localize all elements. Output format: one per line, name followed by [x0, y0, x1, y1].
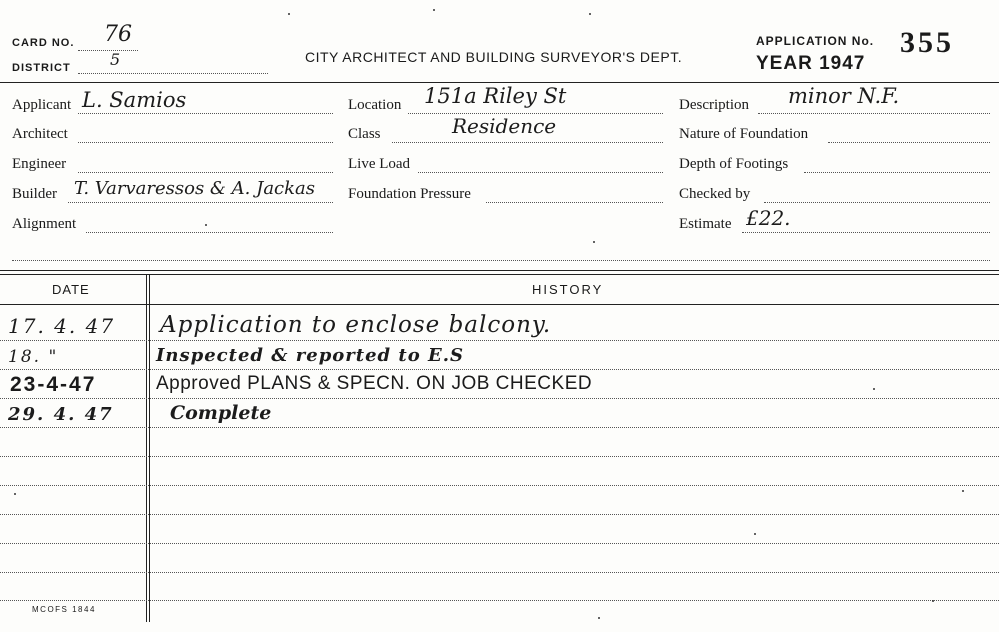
builder-line	[68, 202, 333, 203]
paper-speck	[433, 9, 435, 11]
applicant-line	[78, 113, 333, 114]
history-row-2-entry: Inspected & reported to E.S	[156, 345, 464, 366]
depth-of-footings-label: Depth of Footings	[679, 156, 789, 172]
row-line	[0, 398, 999, 399]
history-row-4-date: 29. 4. 47	[8, 404, 114, 425]
row-line	[0, 427, 999, 428]
engineer-line	[78, 172, 333, 173]
foundation-pressure-line	[486, 202, 663, 203]
paper-speck	[598, 617, 600, 619]
depth-of-footings-line	[804, 172, 990, 173]
row-line	[0, 369, 999, 370]
checked-by-label: Checked by	[679, 186, 751, 202]
history-row-1-entry: Application to enclose balcony.	[160, 312, 552, 338]
description-line	[758, 113, 990, 114]
estimate-line	[742, 232, 990, 233]
district-label: DISTRICT	[12, 62, 71, 74]
row-line	[0, 543, 999, 544]
estimate-label: Estimate	[679, 216, 732, 232]
row-line	[0, 340, 999, 341]
engineer-label: Engineer	[12, 156, 67, 172]
estimate-value: £22.	[746, 206, 791, 230]
live-load-label: Live Load	[348, 156, 411, 172]
class-value: Residence	[452, 114, 557, 138]
row-line	[0, 600, 999, 601]
application-no-label: APPLICATION No.	[756, 34, 875, 48]
history-row-4-entry: Complete	[170, 402, 272, 424]
date-column-header: DATE	[52, 282, 90, 297]
foundation-pressure-label: Foundation Pressure	[348, 186, 471, 202]
district-value: 5	[110, 50, 121, 69]
form-code: MCOFS 1844	[32, 605, 96, 614]
blank-line	[12, 260, 990, 261]
nature-of-foundation-label: Nature of Foundation	[679, 126, 809, 142]
class-line	[392, 142, 663, 143]
department-title: CITY ARCHITECT AND BUILDING SURVEYOR'S DEPT.	[305, 49, 683, 65]
table-top-rule-1	[0, 270, 999, 271]
paper-speck	[205, 224, 207, 226]
paper-speck	[288, 13, 290, 15]
architect-label: Architect	[12, 126, 68, 142]
card-no-value: 76	[104, 22, 132, 47]
applicant-value: L. Samios	[82, 88, 187, 112]
year-label: YEAR 1947	[756, 53, 866, 74]
header-rule	[0, 82, 999, 83]
description-label: Description	[679, 97, 749, 113]
builder-value: T. Varvaressos & A. Jackas	[74, 178, 316, 199]
description-value: minor N.F.	[788, 84, 900, 108]
live-load-line	[418, 172, 663, 173]
alignment-line	[86, 232, 333, 233]
nature-of-foundation-line	[828, 142, 990, 143]
row-line	[0, 485, 999, 486]
row-line	[0, 572, 999, 573]
history-row-3-entry: Approved PLANS & SPECN. ON JOB CHECKED	[156, 373, 593, 394]
history-row-3-date: 23-4-47	[10, 373, 97, 396]
paper-speck	[873, 388, 875, 390]
history-row-1-date: 17. 4. 47	[8, 314, 116, 338]
class-label: Class	[348, 126, 381, 142]
builder-label: Builder	[12, 186, 57, 202]
location-label: Location	[348, 97, 402, 113]
paper-speck	[754, 533, 756, 535]
paper-speck	[14, 493, 16, 495]
applicant-label: Applicant	[12, 97, 72, 113]
paper-speck	[932, 600, 934, 602]
checked-by-line	[764, 202, 990, 203]
history-row-2-date: 18. "	[8, 347, 59, 367]
architect-line	[78, 142, 333, 143]
paper-speck	[962, 490, 964, 492]
row-line	[0, 514, 999, 515]
application-no-value: 355	[900, 26, 954, 59]
alignment-label: Alignment	[12, 216, 77, 232]
card-no-label: CARD NO.	[12, 37, 75, 49]
paper-speck	[593, 241, 595, 243]
location-value: 151a Riley St	[424, 84, 567, 108]
paper-speck	[589, 13, 591, 15]
history-column-header: HISTORY	[532, 282, 604, 297]
row-line	[0, 456, 999, 457]
card-no-line	[78, 50, 138, 51]
date-column-divider	[146, 274, 147, 622]
district-line	[78, 73, 268, 74]
date-column-divider-inner	[149, 274, 150, 622]
